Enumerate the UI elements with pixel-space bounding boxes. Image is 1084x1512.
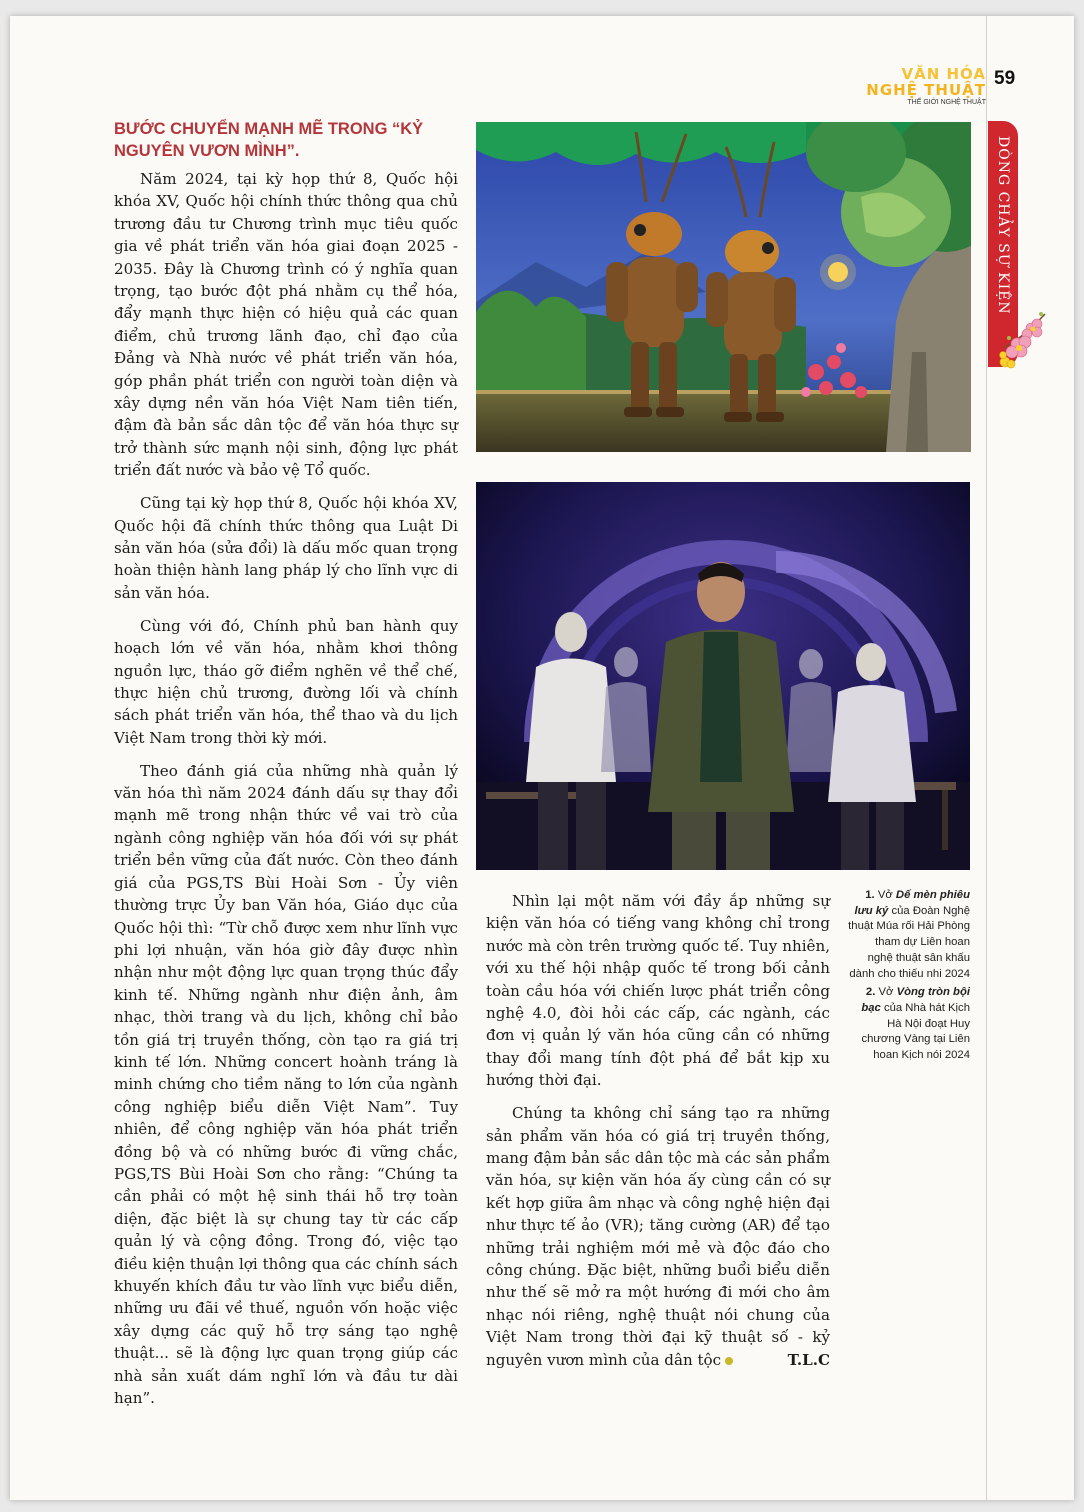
caption-number: 2. — [865, 986, 876, 999]
caption-text: của Nhà hát Kịch Hà Nội đoạt Huy chương Vàng tại Liên hoan Kịch nói 2024 — [861, 1001, 970, 1062]
photo-cricket-puppet-play — [476, 122, 971, 452]
caption-1 — [848, 888, 970, 982]
paragraph: Theo đánh giá của những nhà quản lý văn hóa thì năm 2024 đánh dấu sự thay đổi mạnh mẽ trong nhận thức về vai trò của ngành công nghiệp văn hóa đối với sự phát triển bền vững của đất nước. Còn theo đánh giá của PGS,TS Bùi Hoài Sơn - Ủy viên thường trực Ủy ban Văn hóa, Giáo dục của Quốc hội thì: “Từ chỗ được xem như lĩnh vực phi lợi nhuận, văn hóa giờ đây được nhìn nhận như một động lực quan trọng thúc đẩy kinh tế. Những ngành như điện ảnh, âm nhạc, thời trang và du lịch, không chỉ bảo tồn giá trị truyền thống, còn tạo ra giá trị kinh tế lớn. Những concert hoành tráng là minh chứng cho tiềm năng to lớn của ngành công nghiệp biểu diễn Việt Nam”. Tuy nhiên, để công nghiệp văn hóa phát triển đồng bộ và có những bước đi vững chắc, PGS,TS Bùi Hoài Sơn cho rằng: “Chúng ta cần phải có một hệ sinh thái hỗ trợ toàn diện, đặc biệt là sự chung tay từ các cấp quản lý và cộng đồng. Trong đó, việc tạo điều kiện thuận lợi thông qua các chính sách khuyến khích đầu tư vào lĩnh vực biểu diễn, những ưu đãi về thuế, nguồn vốn hoặc việc xây dựng các quỹ hỗ trợ sáng tạo nghệ thuật... sẽ là động lực quan trọng giúp các nhà sản xuất dám nghĩ lớn và đầu tư dài hạn”. — [114, 761, 458, 1408]
logo-line-2: NGHỆ THUẬT — [866, 81, 986, 99]
text-column-right — [486, 890, 830, 1382]
caption-2 — [848, 985, 970, 1064]
paragraph: Cùng với đó, Chính phủ ban hành quy hoạch lớn về văn hóa, nhằm khơi thông nguồn lực, tháo gỡ điểm nghẽn về thể chế, thực hiện chủ trương, đường lối và chính sách phát triển văn hóa, thể thao và du lịch Việt Nam trong thời kỳ mới. — [114, 616, 458, 747]
paragraph: Cũng tại kỳ họp thứ 8, Quốc hội khóa XV, Quốc hội đã chính thức thông qua Luật Di sản văn hóa (sửa đổi) là dấu mốc quan trọng hoàn thiện hành lang pháp lý cho lĩnh vực di sản văn hóa. — [114, 494, 458, 602]
end-mark-icon — [725, 1357, 733, 1365]
caption-title: Dế mèn phiêu lưu ký — [854, 889, 970, 917]
closing-text: Chúng ta không chỉ sáng tạo ra những sản phẩm văn hóa có giá trị truyền thống, mang đậm bản sắc dân tộc mà các sản phẩm văn hóa, sự kiện văn hóa ấy cùng cần có sự kết hợp giữa âm nhạc và công nghệ hiện đại như thực tế ảo (VR); tăng cường (AR) để tạo những trải nghiệm mới mẻ và độc đáo cho công chúng. Đặc biệt, những buổi biểu diễn như thế sẽ mở ra một hướng đi mới cho âm nhạc nói riêng, nghệ thuật nói chung của Việt Nam trong thời đại kỹ thuật số - kỷ nguyên vươn mình của dân tộc — [486, 1104, 830, 1369]
apricot-blossom-icon — [995, 308, 1049, 370]
text-column-left — [114, 168, 458, 1420]
section-label: DÒNG CHẢY SỰ KIỆN — [995, 136, 1011, 315]
caption-prefix: Vở — [877, 889, 896, 901]
magazine-page — [10, 16, 1074, 1500]
paragraph — [486, 1102, 830, 1371]
author-signature: T.L.C — [787, 1350, 830, 1369]
caption-number: 1. — [865, 889, 875, 901]
logo-line-1: VĂN HÓA — [901, 65, 986, 83]
section-heading: BƯỚC CHUYỂN MẠNH MẼ TRONG “KỶ NGUYÊN VƯƠN MÌNH”. — [114, 120, 424, 160]
caption-prefix: Vở — [878, 986, 897, 999]
vertical-divider — [986, 16, 987, 1500]
paragraph: Nhìn lại một năm với đầy ắp những sự kiện văn hóa có tiếng vang không chỉ trong nước mà còn trên trường quốc tế. Tuy nhiên, với xu thế hội nhập quốc tế trong bối cảnh toàn cầu hóa với chiến lược phát triển công nghệ 4.0, đòi hỏi các cấp, các ngành, các đơn vị quản lý văn hóa cũng cần có những thay đổi mang tính đột phá để bắt kịp xu hướng thời đại. — [486, 892, 830, 1090]
caption-text: của Đoàn Nghệ thuật Múa rối Hải Phòng tham dự Liên hoan nghệ thuật sân khấu dành cho thiếu nhi 2024 — [848, 904, 970, 980]
masthead-logo — [846, 66, 986, 107]
photo-stage-play — [476, 482, 970, 870]
page-number: 59 — [994, 68, 1016, 89]
caption-title: Vòng tròn bội bạc — [861, 986, 970, 1014]
logo-line-3: THẾ GIỚI NGHỆ THUẬT — [907, 99, 986, 106]
paragraph: Năm 2024, tại kỳ họp thứ 8, Quốc hội khóa XV, Quốc hội chính thức thông qua chủ trương đầu tư Chương trình mục tiêu quốc gia về phát triển văn hóa giai đoạn 2025 - 2035. Đây là Chương trình có ý nghĩa quan trọng, tạo bước đột phá nhằm cụ thể hóa, đẩy mạnh thực hiện có hiệu quả các quan điểm, chủ trương lãnh đạo, chỉ đạo của Đảng và Nhà nước về phát triển văn hóa, góp phần phát triển con người toàn diện và xây dựng nền văn hóa Việt Nam tiên tiến, đậm đà bản sắc dân tộc để văn hóa thực sự trở thành sức mạnh nội sinh, động lực phát triển đất nước và bảo vệ Tổ quốc. — [114, 170, 458, 480]
photo-captions — [848, 888, 970, 1067]
